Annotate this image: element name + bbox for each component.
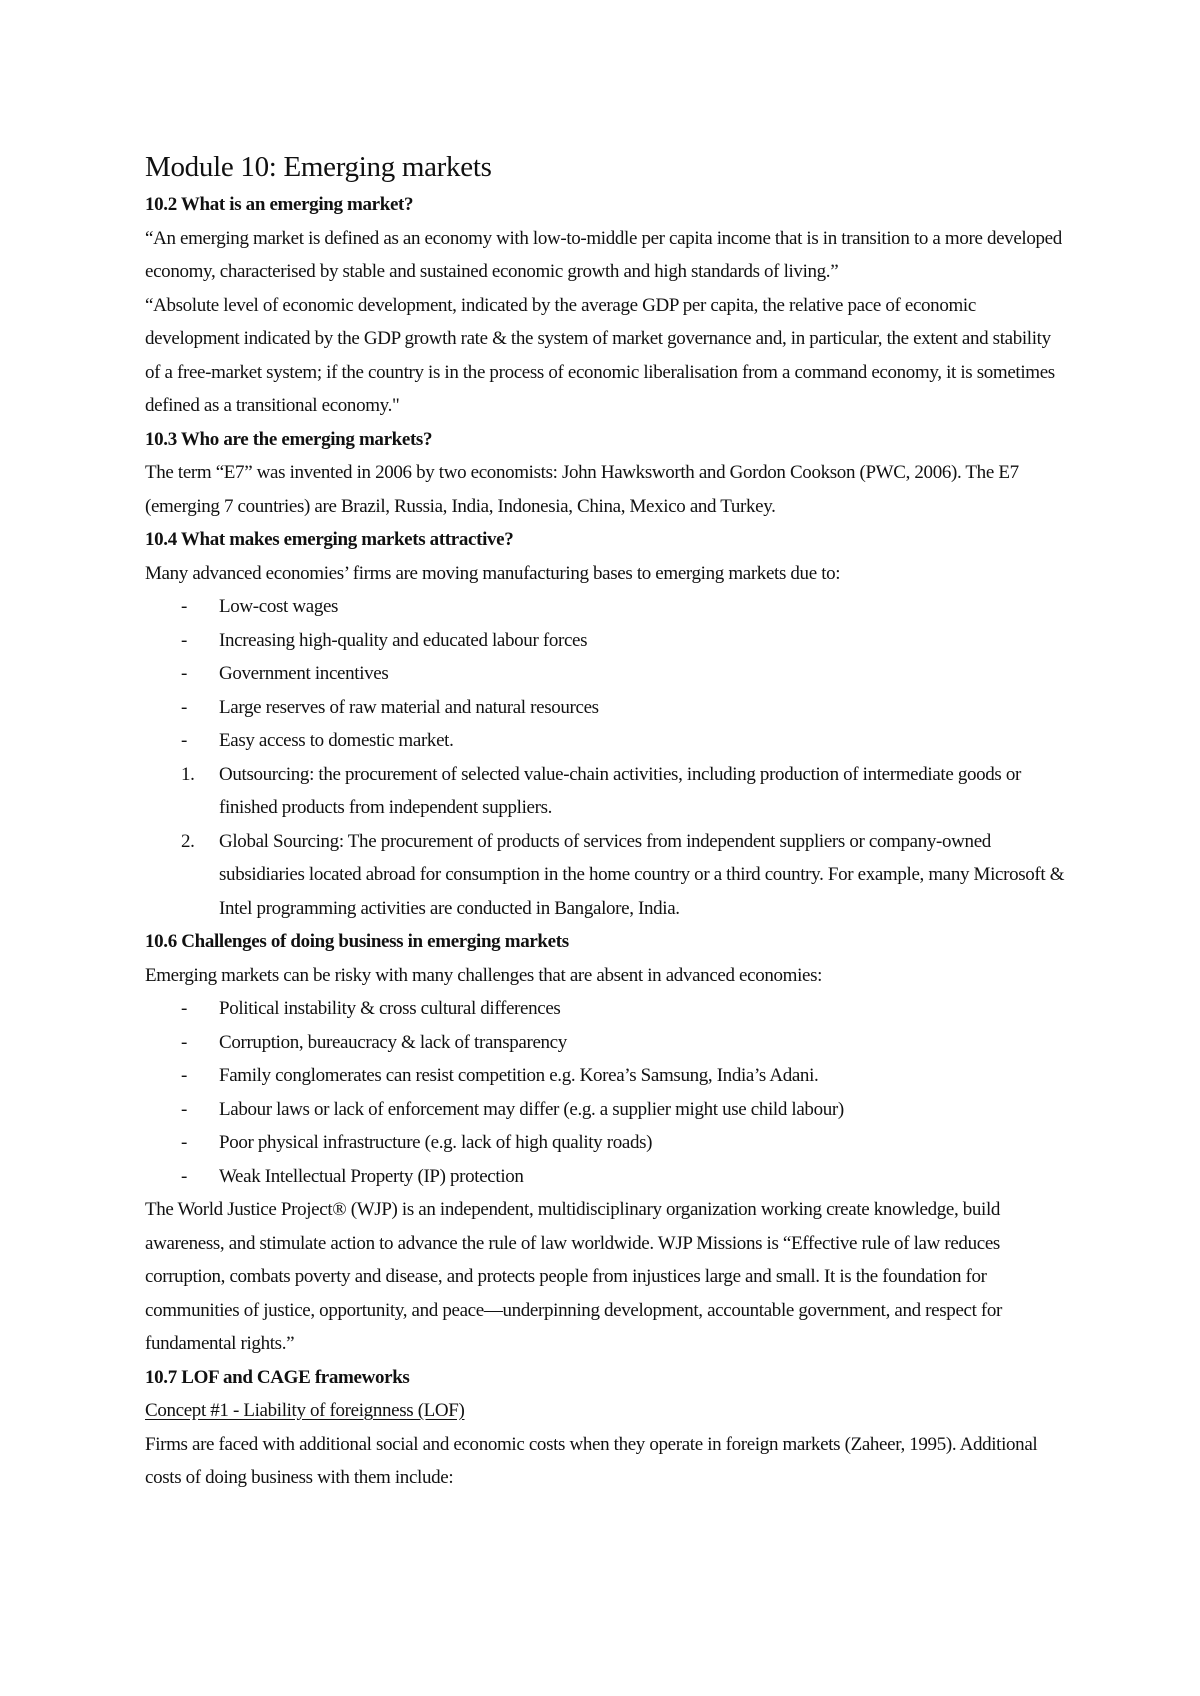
list-item-text: Corruption, bureaucracy & lack of transparency (219, 1031, 567, 1053)
list-item-text: Poor physical infrastructure (e.g. lack of high quality roads) (219, 1132, 653, 1153)
number-marker: 1. (181, 763, 195, 785)
dash-marker: - (181, 663, 187, 684)
paragraph-attractive-intro: Many advanced economies’ firms are moving manufacturing bases to emerging markets due to: (145, 562, 841, 584)
list-item (145, 992, 1065, 1026)
section-heading-10-4: 10.4 What makes emerging markets attractive? (145, 529, 514, 550)
dash-marker: - (181, 998, 187, 1019)
list-item-text: Global Sourcing: The procurement of products of services from independent suppliers or company-owned subsidiaries located abroad for consumption in the home country or a third country. For example, many Microsoft & Intel programming activities are conducted in Bangalore, India. (219, 830, 1065, 919)
sourcing-numbered-list (145, 758, 1065, 926)
list-item (145, 1126, 1065, 1160)
numbered-item-global-sourcing (145, 825, 1065, 926)
section-heading-10-6: 10.6 Challenges of doing business in emerging markets (145, 931, 569, 952)
paragraph-definition-quote: “An emerging market is defined as an economy with low-to-middle per capita income that is in transition to a more developed economy, characterised by stable and sustained economic growth and high standards of living.” (145, 227, 1062, 282)
list-item (145, 657, 1065, 691)
section-heading-10-3: 10.3 Who are the emerging markets? (145, 428, 433, 450)
attractive-bullet-list (145, 590, 1065, 758)
concept-subheading: Concept #1 - Liability of foreignness (LOF) (145, 1400, 465, 1421)
number-marker: 2. (181, 830, 195, 852)
list-item-text: Political instability & cross cultural differences (219, 998, 561, 1019)
dash-marker: - (181, 1031, 187, 1053)
numbered-item-outsourcing (145, 758, 1065, 825)
list-item (145, 590, 1065, 624)
section-heading-10-7: 10.7 LOF and CAGE frameworks (145, 1366, 410, 1388)
list-item-text: Weak Intellectual Property (IP) protection (219, 1165, 524, 1187)
document-body (145, 146, 1065, 1495)
list-item (145, 1093, 1065, 1127)
paragraph-absolute-level-quote: “Absolute level of economic development, indicated by the average GDP per capita, the relative pace of economic development indicated by the GDP growth rate & the system of market governance and, in particular, the extent and stability of a free-market system; if the country is in the process of economic liberalisation from a command economy, it is sometimes defined as a transitional economy." (145, 294, 1055, 416)
list-item-text: Increasing high-quality and educated labour forces (219, 629, 588, 651)
list-item-text: Outsourcing: the procurement of selected value-chain activities, including production of intermediate goods or finished products from independent suppliers. (219, 763, 1021, 818)
list-item (145, 1026, 1065, 1060)
section-heading-10-2: 10.2 What is an emerging market? (145, 194, 414, 215)
paragraph-challenges-intro: Emerging markets can be risky with many challenges that are absent in advanced economies: (145, 964, 823, 986)
list-item-text: Large reserves of raw material and natural resources (219, 696, 599, 718)
list-item (145, 624, 1065, 658)
list-item (145, 691, 1065, 725)
list-item-text: Government incentives (219, 663, 389, 684)
paragraph-wjp: The World Justice Project® (WJP) is an independent, multidisciplinary organization working create knowledge, build awareness, and stimulate action to advance the rule of law worldwide. WJP Missions is “Effective rule of law reduces corruption, combats poverty and disease, and protects people from injustices large and small. It is the foundation for communities of justice, opportunity, and peace—underpinning development, accountable government, and respect for fundamental rights.” (145, 1199, 1003, 1354)
paragraph-lof: Firms are faced with additional social and economic costs when they operate in foreign markets (Zaheer, 1995). Additional costs of doing business with them include: (145, 1433, 1038, 1488)
dash-marker: - (181, 1098, 187, 1120)
list-item-text: Labour laws or lack of enforcement may differ (e.g. a supplier might use child labour) (219, 1098, 844, 1120)
dash-marker: - (181, 596, 187, 617)
dash-marker: - (181, 1165, 187, 1187)
dash-marker: - (181, 1132, 187, 1153)
list-item (145, 1160, 1065, 1194)
list-item-text: Low-cost wages (219, 596, 339, 617)
dash-marker: - (181, 1065, 187, 1086)
challenges-bullet-list (145, 992, 1065, 1193)
list-item-text: Family conglomerates can resist competition e.g. Korea’s Samsung, India’s Adani. (219, 1065, 819, 1086)
list-item-text: Easy access to domestic market. (219, 730, 454, 751)
dash-marker: - (181, 696, 187, 718)
dash-marker: - (181, 629, 187, 651)
paragraph-e7: The term “E7” was invented in 2006 by two economists: John Hawksworth and Gordon Cookson (PWC, 2006). The E7 (emerging 7 countries) are Brazil, Russia, India, Indonesia, China, Mexico and Turkey. (145, 462, 1019, 517)
list-item (145, 724, 1065, 758)
page-title: Module 10: Emerging markets (145, 151, 492, 183)
list-item (145, 1059, 1065, 1093)
dash-marker: - (181, 730, 187, 751)
